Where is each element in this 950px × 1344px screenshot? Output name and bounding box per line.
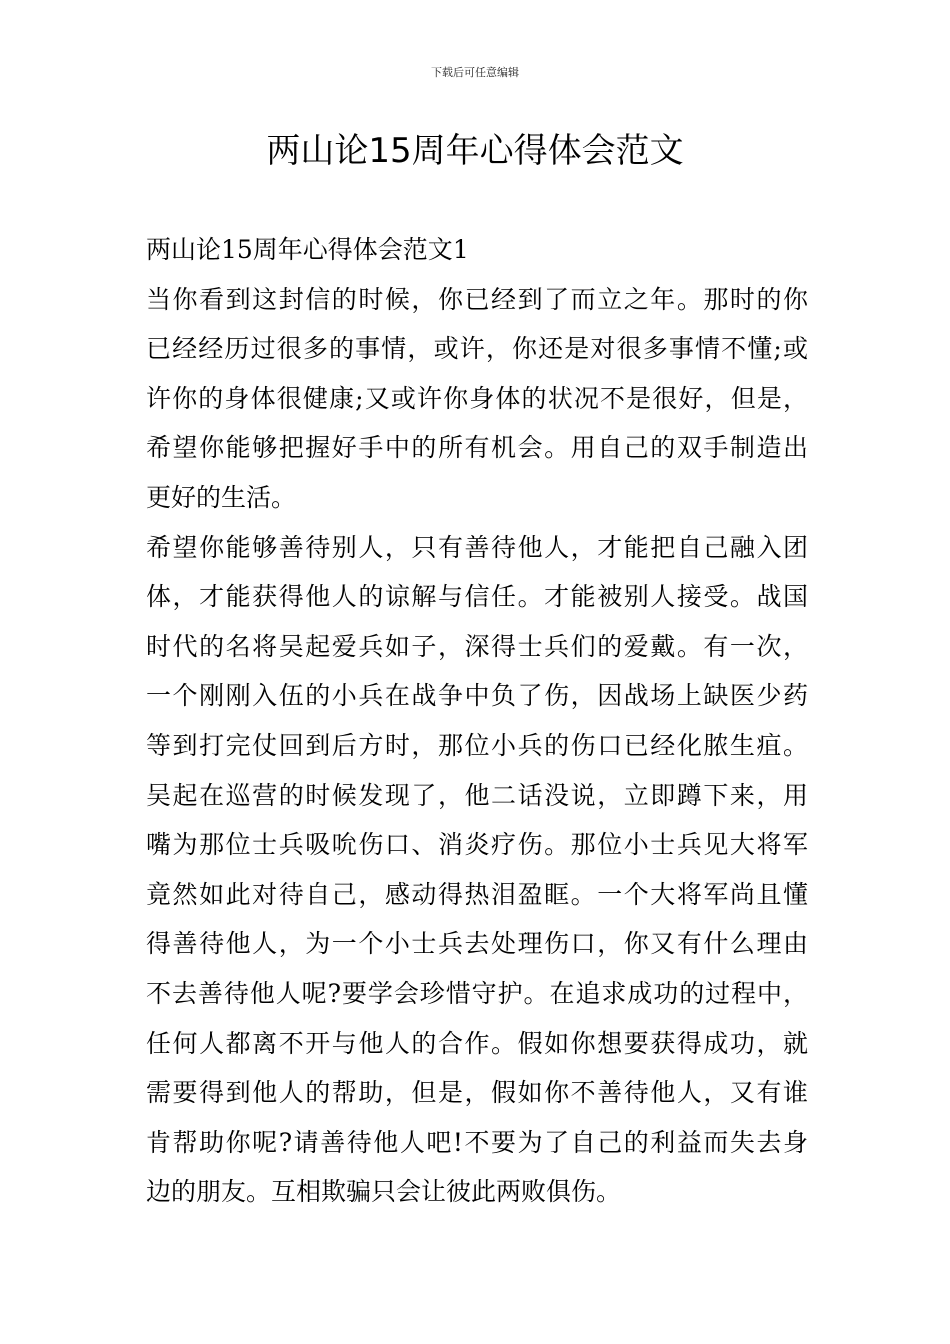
section-heading: 两山论15周年心得体会范文1 [146, 235, 469, 264]
text-line: 得善待他人，为一个小士兵去处理伤口，你又有什么理由 [146, 929, 808, 959]
text-line: 边的朋友。互相欺骗只会让彼此两败俱伤。 [146, 1177, 622, 1207]
document-body [146, 225, 808, 1217]
text-line: 吴起在巡营的时候发现了，他二话没说，立即蹲下来，用 [146, 780, 808, 810]
text-line: 竟然如此对待自己，感动得热泪盈眶。一个大将军尚且懂 [146, 879, 808, 909]
text-line: 等到打完仗回到后方时，那位小兵的伤口已经化脓生疽。 [146, 730, 808, 760]
text-line: 不去善待他人呢?要学会珍惜守护。在追求成功的过程中， [146, 978, 808, 1008]
text-line: 肯帮助你呢?请善待他人吧!不要为了自己的利益而失去身 [146, 1127, 808, 1157]
text-line: 许你的身体很健康;又或许你身体的状况不是很好，但是， [146, 383, 808, 413]
text-line: 一个刚刚入伍的小兵在战争中负了伤，因战场上缺医少药 [146, 681, 808, 711]
text-line: 更好的生活。 [146, 482, 297, 512]
header-note: 下载后可任意编辑 [431, 66, 519, 79]
text-line: 嘴为那位士兵吸吮伤口、消炎疗伤。那位小士兵见大将军 [146, 830, 808, 860]
text-line: 已经经历过很多的事情，或许，你还是对很多事情不懂;或 [146, 334, 808, 364]
text-line: 希望你能够把握好手中的所有机会。用自己的双手制造出 [146, 433, 808, 463]
text-line: 希望你能够善待别人，只有善待他人，才能把自己融入团 [146, 532, 808, 562]
text-line: 当你看到这封信的时候，你已经到了而立之年。那时的你 [146, 284, 808, 314]
text-line: 需要得到他人的帮助，但是，假如你不善待他人，又有谁 [146, 1078, 808, 1108]
document-title: 两山论15周年心得体会范文 [266, 131, 684, 171]
text-line: 任何人都离不开与他人的合作。假如你想要获得成功，就 [146, 1028, 808, 1058]
text-line: 体，才能获得他人的谅解与信任。才能被别人接受。战国 [146, 582, 808, 612]
text-line: 时代的名将吴起爱兵如子，深得士兵们的爱戴。有一次， [146, 631, 808, 661]
